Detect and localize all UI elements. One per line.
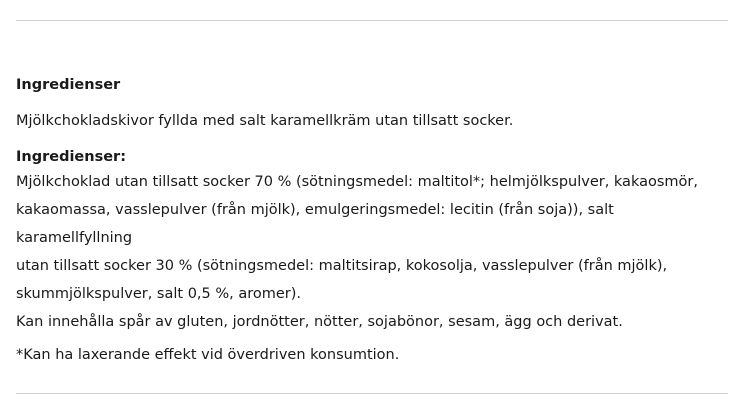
ingredients-line: Mjölkchoklad utan tillsatt socker 70 % (sötningsmedel: maltitol*; helmjölkspulver, kakaosmör, [16,174,698,190]
ingredients-text [16,168,728,336]
ingredients-line: kakaomassa, vasslepulver (från mjölk), emulgeringsmedel: lecitin (från soja)), salt karamellfyllning [16,202,614,246]
allergen-statement: Kan innehålla spår av gluten, jordnötter, nötter, sojabönor, sesam, ägg och derivat. [16,314,623,330]
ingredients-heading: Ingredienser: [16,149,127,165]
bottom-divider [16,393,728,394]
section-title: Ingredienser [16,77,121,93]
product-description: Mjölkchokladskivor fyllda med salt karamellkräm utan tillsatt socker. [16,113,514,129]
top-divider [16,20,728,21]
ingredients-line: utan tillsatt socker 30 % (sötningsmedel: maltitsirap, kokosolja, vasslepulver (från mjölk), [16,258,668,274]
ingredients-block [16,146,728,336]
ingredients-section [16,74,728,366]
footnote: *Kan ha laxerande effekt vid överdriven konsumtion. [16,347,400,363]
ingredients-line: skummjölkspulver, salt 0,5 %, aromer). [16,286,302,302]
